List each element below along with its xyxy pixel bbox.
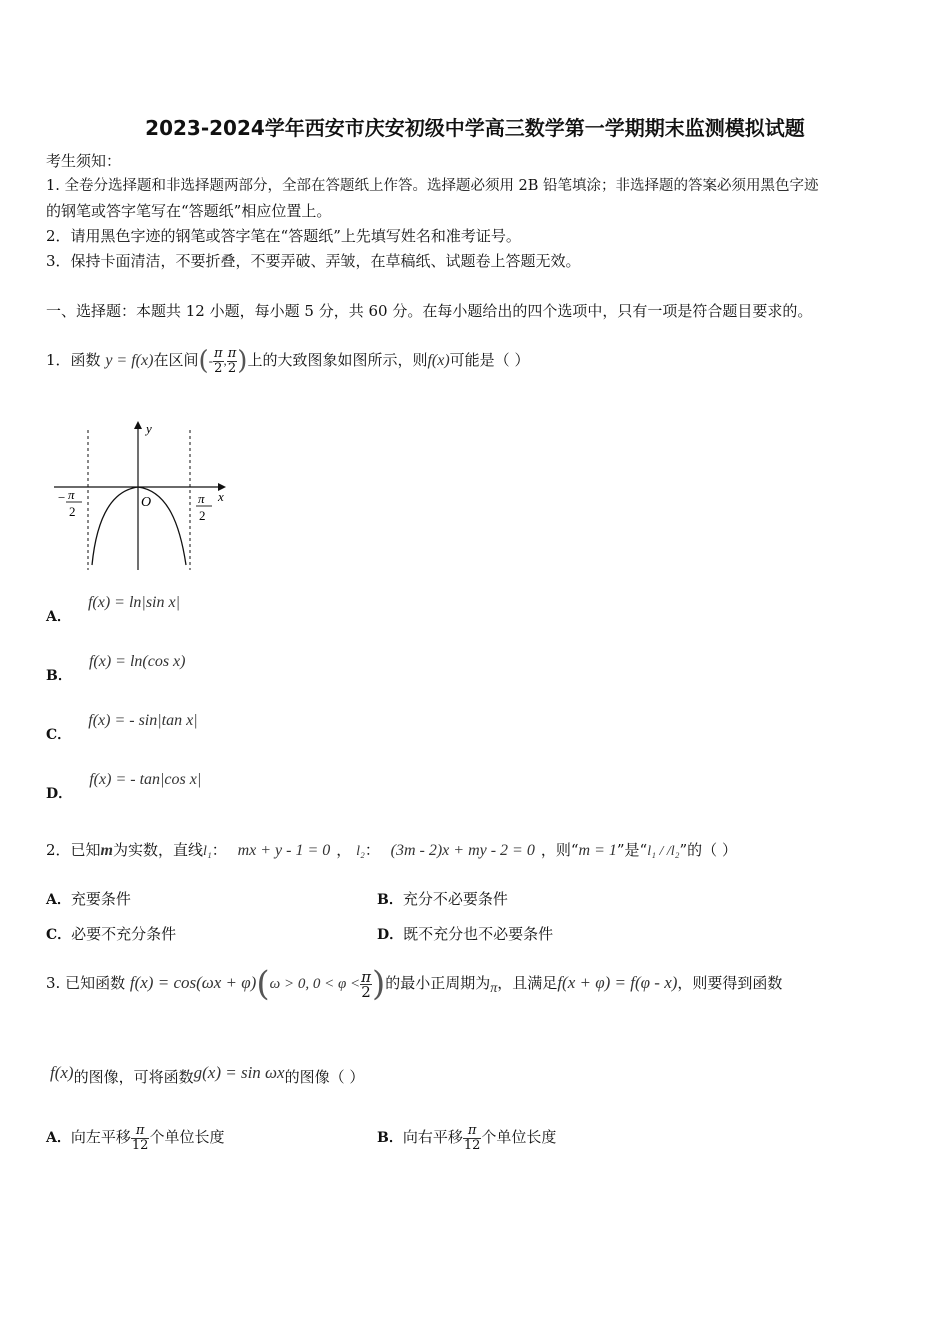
q1-interval-minus: - <box>208 353 213 368</box>
q1-fx: f(x) <box>427 352 450 369</box>
question-2: 2．已知m为实数，直线l₁： mx + y - 1 = 0 ， l₂： (3m - 2)x + my - 2 = 0 ，则“m = 1”是“l₁ / /l₂”的（ ） <box>46 841 737 859</box>
page-title: 2023-2024学年西安市庆安初级中学高三数学第一学期期末监测模拟试题 <box>145 116 805 140</box>
q3-option-b[interactable]: B．向右平移 $\frac{\pi}{12}$ 个单位长度 <box>377 1122 557 1153</box>
notice-line-3: 3．保持卡面清洁，不要折叠，不要弄破、弄皱，在草稿纸、试题卷上答题无效。 <box>46 252 581 270</box>
q2-line-2-eq: (3m - 2)x + my - 2 = 0 <box>390 842 535 859</box>
notice-line-2: 2．请用黑色字迹的钢笔或答字笔在“答题纸”上先填写姓名和准考证号。 <box>46 227 521 245</box>
q1-interval-right-frac: $\frac{\pi}{2}$ <box>227 345 237 376</box>
left-tick-two: 2 <box>69 504 76 519</box>
q1-option-b[interactable]: B． f(x) = ln(cos x) <box>46 653 186 684</box>
x-label: x <box>218 489 224 504</box>
left-tick-sign: − <box>58 490 66 505</box>
notice-line-1a: 1. 全卷分选择题和非选择题两部分，全部在答题纸上作答。选择题必须用 2B 铅笔填涂；非选择题的答案必须用黑色字迹 <box>46 178 819 194</box>
q3-symmetry: f(x + φ) = f(φ - x) <box>557 973 678 992</box>
origin-label: O <box>141 495 152 510</box>
q2-option-c[interactable]: C．必要不充分条件 <box>46 925 177 943</box>
q3-option-a[interactable]: A．向左平移 $\frac{\pi}{12}$ 个单位长度 <box>46 1122 225 1153</box>
curve <box>92 487 186 565</box>
q1-interval-left-frac: $\frac{\pi}{2}$ <box>213 345 223 376</box>
q1-end-text-b: 可能是（ ） <box>449 351 530 369</box>
q1-interval-open: ( <box>198 346 209 376</box>
q3-function: f(x) = cos(ωx + φ) <box>129 973 257 992</box>
q1-function: y = f(x) <box>105 352 154 369</box>
right-tick-pi: π <box>198 491 205 506</box>
q1-option-c[interactable]: C． f(x) = - sin|tan x| <box>46 712 198 743</box>
q1-option-d[interactable]: D． f(x) = - tan|cos x| <box>46 771 202 802</box>
y-axis-arrow <box>134 421 142 429</box>
q1-option-a[interactable]: A． f(x) = ln|sin x| <box>46 594 180 625</box>
notice-line-1b: 的钢笔或答字笔写在“答题纸”相应位置上。 <box>46 202 332 220</box>
question-3: 3. 已知函数 f(x) = cos(ωx + φ)(ω > 0, 0 < φ < $\frac{\pi}{2}$ )的最小正周期为π，且满足f(x + φ) = f(φ - x)，则要得到函数 <box>46 964 783 1004</box>
right-tick-two: 2 <box>199 508 206 523</box>
section-heading: 一、选择题：本题共 12 小题，每小题 5 分，共 60 分。在每小题给出的四个选项中，只有一项是符合题目要求的。 <box>46 302 813 320</box>
question-1: 1．函数 y = f(x)在区间(- $\frac{\pi}{2}$ , $\frac{\pi}{2}$ )上的大致图象如图所示，则f(x)可能是（ ） <box>46 345 530 376</box>
q1-mid-text: 在区间 <box>153 351 199 369</box>
q2-option-d[interactable]: D．既不充分也不必要条件 <box>377 925 554 943</box>
q1-end-text-a: 上的大致图象如图所示，则 <box>247 351 428 369</box>
q2-option-a[interactable]: A．充要条件 <box>46 890 131 908</box>
q2-line-1-eq: mx + y - 1 = 0 <box>237 842 331 859</box>
notice-heading: 考生须知： <box>46 152 122 170</box>
question-3-line-2: f(x)的图像，可将函数g(x) = sin ωx的图像（ ） <box>50 1063 365 1086</box>
q1-interval-close: ) <box>237 346 248 376</box>
left-tick-pi: π <box>68 487 75 502</box>
q1-graph <box>50 415 230 575</box>
q1-number: 1．函数 <box>46 351 101 369</box>
q2-option-b[interactable]: B．充分不必要条件 <box>377 890 508 908</box>
y-label: y <box>146 421 152 436</box>
